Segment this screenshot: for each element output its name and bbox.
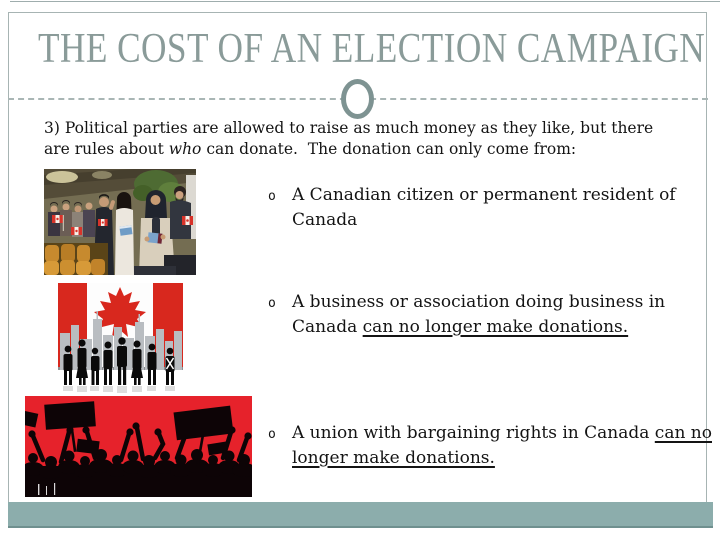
bullet-marker: o <box>268 427 276 442</box>
citizenship-ceremony-photo <box>44 169 196 275</box>
hand-flag-icon <box>98 219 108 226</box>
bullet-business-line1: A business or association doing business in <box>292 292 666 312</box>
intro-line2-post: can donate. The donation can only come from: <box>201 139 577 158</box>
bullet-citizen-line1: A Canadian citizen or permanent resident of <box>292 185 676 205</box>
top-edge-line <box>10 1 720 2</box>
intro-line1: 3) Political parties are allowed to raise as much money as they like, but there <box>44 119 654 137</box>
bottom-accent-bar <box>8 502 713 528</box>
canada-flag-business-people-image <box>58 281 186 393</box>
citizenship-ceremony-photo-svg <box>44 169 196 275</box>
bullet-marker: o <box>268 189 276 204</box>
intro-line2-pre: are rules about <box>44 139 169 158</box>
intro-line2-italic: who <box>168 139 202 158</box>
intro-paragraph <box>44 118 694 159</box>
bullet-union-line2-underlined: longer make donations. <box>292 448 495 468</box>
bullet-citizen-text <box>292 183 676 233</box>
bullet-business-line2-underlined: can no longer make donations. <box>362 317 629 337</box>
bullet-union-line1-underlined: can no <box>654 423 712 443</box>
union-protest-crowd-image <box>25 396 252 497</box>
bullet-marker: o <box>268 296 276 311</box>
bullet-citizen <box>268 183 676 233</box>
bullet-union <box>268 421 712 471</box>
slide-title: THE COST OF AN ELECTION CAMPAIGN <box>38 26 706 72</box>
bullet-business <box>268 290 665 340</box>
bullet-business-line2-pre: Canada <box>292 317 363 337</box>
bullet-union-line1-pre: A union with bargaining rights in Canada <box>292 423 655 443</box>
canada-flag-svg <box>58 281 186 393</box>
bullet-citizen-line2: Canada <box>292 210 358 230</box>
hand-flag-icon <box>182 216 193 225</box>
bullet-union-text <box>292 421 712 471</box>
title-divider-circle <box>341 79 374 119</box>
protest-crowd-svg <box>25 396 252 497</box>
bullet-business-text <box>292 290 665 340</box>
hand-flag-icon <box>71 227 82 235</box>
